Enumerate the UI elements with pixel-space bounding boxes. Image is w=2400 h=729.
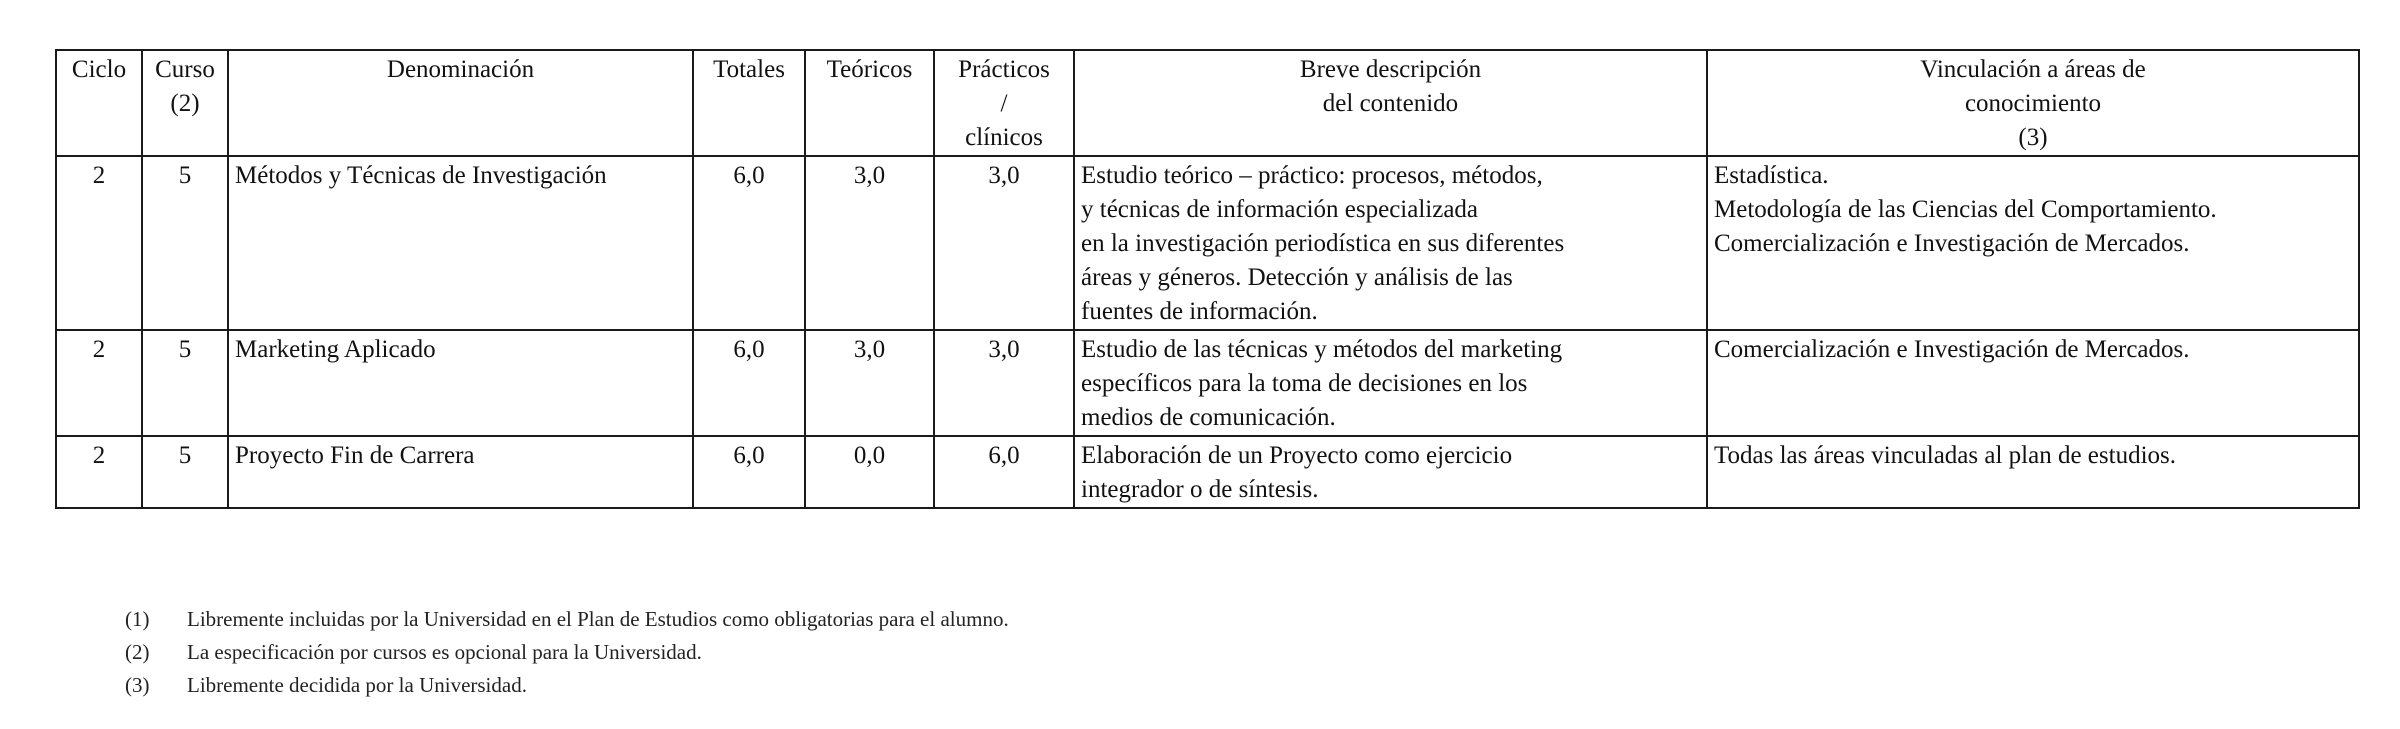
header-practicos-line-3: clínicos: [965, 124, 1043, 151]
vinculacion-line: Todas las áreas vinculadas al plan de estudios.: [1714, 442, 2176, 469]
cell-teoricos: 0,0: [805, 436, 934, 508]
cell-denominacion: Proyecto Fin de Carrera: [228, 436, 693, 508]
header-vinculacion-line-1: Vinculación a áreas de: [1920, 56, 2146, 83]
subjects-table: [55, 49, 2360, 509]
cell-descripcion: [1074, 330, 1707, 436]
descripcion-line: Elaboración de un Proyecto como ejercicio: [1081, 442, 1513, 469]
header-practicos-line-2: /: [1000, 90, 1008, 117]
footnote-marker: (1): [125, 607, 150, 631]
descripcion-line: medios de comunicación.: [1081, 404, 1336, 431]
header-descripcion-line-1: Breve descripción: [1299, 56, 1482, 83]
cell-ciclo: 2: [56, 156, 142, 330]
vinculacion-line: Comercialización e Investigación de Mercados.: [1714, 230, 2190, 257]
cell-descripcion: [1074, 156, 1707, 330]
footnote-marker: (2): [125, 640, 150, 664]
header-descripcion-line-2: del contenido: [1322, 90, 1459, 117]
table-header-row: [56, 50, 2359, 156]
footnotes: [125, 603, 1725, 702]
cell-practicos: 3,0: [934, 330, 1074, 436]
header-vinculacion-line-2: conocimiento: [1964, 90, 2102, 117]
cell-curso: 5: [142, 436, 228, 508]
table-row: [56, 156, 2359, 330]
table-row: [56, 330, 2359, 436]
header-vinculacion: [1707, 50, 2359, 156]
footnote-text: La especificación por cursos es opcional para la Universidad.: [187, 640, 702, 664]
header-ciclo-label: Ciclo: [71, 56, 127, 83]
cell-totales: 6,0: [693, 436, 805, 508]
header-denominacion-label: Denominación: [386, 56, 535, 83]
cell-teoricos: 3,0: [805, 156, 934, 330]
cell-teoricos: 3,0: [805, 330, 934, 436]
cell-totales: 6,0: [693, 330, 805, 436]
cell-vinculacion: [1707, 330, 2359, 436]
vinculacion-line: Metodología de las Ciencias del Comportamiento.: [1714, 196, 2217, 223]
table-row: [56, 436, 2359, 508]
descripcion-line: Estudio teórico – práctico: procesos, métodos,: [1081, 162, 1543, 189]
cell-curso: 5: [142, 156, 228, 330]
descripcion-line: integrador o de síntesis.: [1081, 476, 1319, 503]
header-curso-note: (2): [170, 90, 200, 117]
cell-vinculacion: [1707, 436, 2359, 508]
footnote-3: [125, 669, 1725, 702]
descripcion-line: áreas y géneros. Detección y análisis de las: [1081, 264, 1513, 291]
header-curso: [142, 50, 228, 156]
cell-denominacion: Marketing Aplicado: [228, 330, 693, 436]
cell-denominacion: Métodos y Técnicas de Investigación: [228, 156, 693, 330]
cell-ciclo: 2: [56, 436, 142, 508]
cell-descripcion: [1074, 436, 1707, 508]
vinculacion-line: Comercialización e Investigación de Mercados.: [1714, 336, 2190, 363]
footnote-marker: (3): [125, 673, 150, 697]
cell-curso: 5: [142, 330, 228, 436]
descripcion-line: Estudio de las técnicas y métodos del marketing: [1081, 336, 1563, 363]
descripcion-line: específicos para la toma de decisiones en los: [1081, 370, 1528, 397]
header-curso-label: Curso: [155, 56, 215, 83]
header-denominacion: [228, 50, 693, 156]
header-ciclo: [56, 50, 142, 156]
cell-practicos: 6,0: [934, 436, 1074, 508]
header-vinculacion-line-3: (3): [2018, 124, 2048, 151]
cell-vinculacion: [1707, 156, 2359, 330]
vinculacion-line: Estadística.: [1714, 162, 1829, 189]
header-totales-label: Totales: [713, 56, 785, 83]
header-practicos: [934, 50, 1074, 156]
header-descripcion: [1074, 50, 1707, 156]
header-teoricos: [805, 50, 934, 156]
cell-ciclo: 2: [56, 330, 142, 436]
footnote-2: [125, 636, 1725, 669]
footnote-text: Libremente incluidas por la Universidad en el Plan de Estudios como obligatorias para el alumno.: [187, 607, 1009, 631]
cell-practicos: 3,0: [934, 156, 1074, 330]
header-teoricos-label: Teóricos: [826, 56, 913, 83]
descripcion-line: en la investigación periodística en sus diferentes: [1081, 230, 1565, 257]
footnote-text: Libremente decidida por la Universidad.: [187, 673, 527, 697]
footnote-1: [125, 603, 1725, 636]
cell-totales: 6,0: [693, 156, 805, 330]
header-totales: [693, 50, 805, 156]
header-practicos-line-1: Prácticos: [958, 56, 1050, 83]
descripcion-line: y técnicas de información especializada: [1081, 196, 1479, 223]
descripcion-line: fuentes de información.: [1081, 298, 1318, 325]
